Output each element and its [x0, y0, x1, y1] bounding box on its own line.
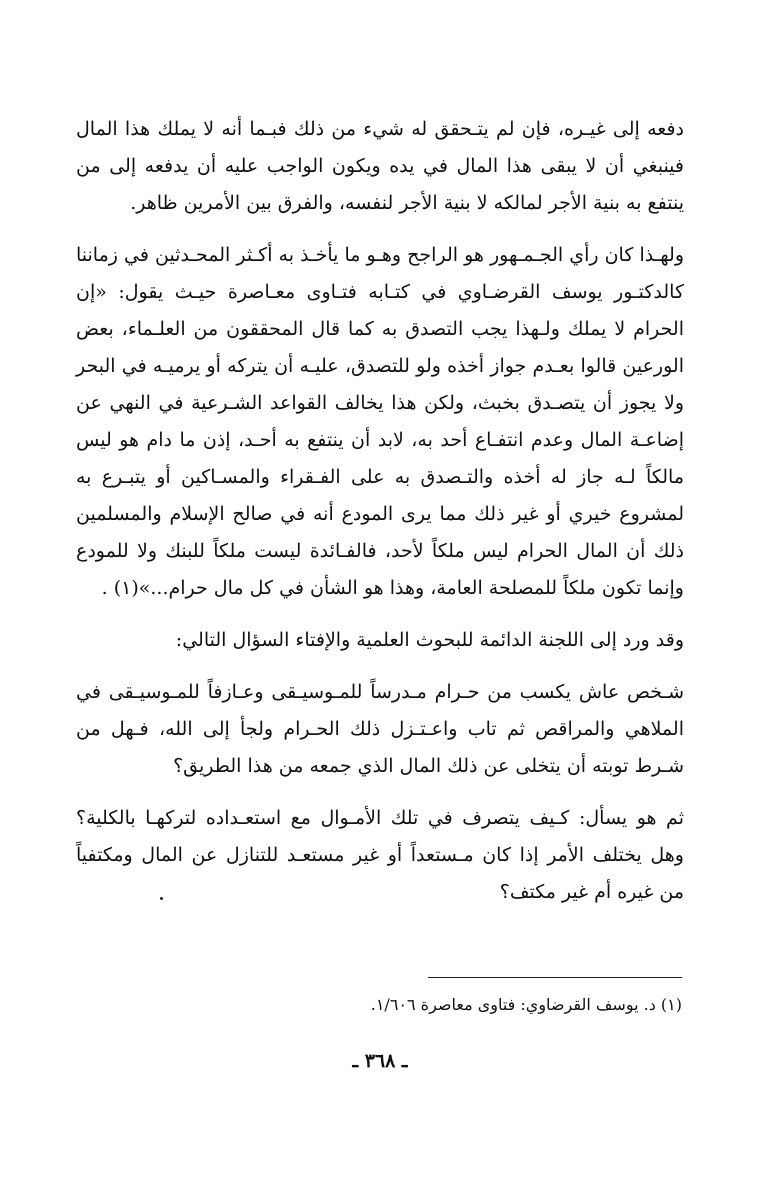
page-number: ـ ٣٦٨ ـ [352, 1050, 408, 1072]
paragraph-4: شـخص عاش يكسب من حـرام مـدرساً للمـوسيـقى وعـازفاً للمـوسيـقى في الملاهي والمراقص ثم تاب واعـتـزل ذلك الحـرام ولجأ إلى الله، فـهل من شـرط توبته أن يتخلى عن ذلك المال الذي جمعه من هذا الطريق؟ [76, 681, 684, 777]
speck-mark [160, 897, 163, 900]
paragraph-1: دفعه إلى غيـره، فإن لم يتـحقق له شيء من ذلك فبـما أنه لا يملك هذا المال فينبغي أن لا يبقى هذا المال في يده ويكون الواجب عليه أن يدفعه إلى من ينتفع به بنية الأجر لمالكه لا بنية الأجر لنفسه، والفرق بين الأمرين ظاهر. [76, 118, 684, 214]
paragraph-2: ولهـذا كان رأي الجـمـهور هو الراجح وهـو ما يأخـذ به أكـثر المحـدثين في زماننا كالدكتـور يوسف القرضـاوي في كتـابه فتـاوى معـاصرة حيـث يقول: «إن الحرام لا يملك ولـهذا يجب التصدق به كما قال المحققون من العلـماء، بعض الورعين قالوا بعـدم جواز أخذه ولو للتصدق، عليـه أن يتركه أو يرميـه في البحر ولا يجوز أن يتصـدق بخبث، ولكن هذا يخالف القواعد الشـرعية في النهي عن إضاعـة المال وعدم انتفـاع أحد به، لابد أن ينتفع به أحـد، إذن ما دام هو ليس مالكاً لـه جاز له أخذه والتـصدق به على الفـقراء والمسـاكين أو يتبـرع به لمشروع خيري أو غير ذلك مما يرى المودع أنه في صالح الإسلام والمسلمين ذلك أن المال الحرام ليس ملكاً لأحد، فالفـائدة ليست ملكاً للبنك ولا للمودع وإنما تكون ملكاً للمصلحة العامة، وهذا هو الشأن في كل مال حرام...»(١) . [76, 244, 684, 599]
footnote: (١) د. يوسف القرضاوي: فتاوى معاصرة ١/٦٠٦. [370, 995, 682, 1014]
body-text [76, 111, 684, 926]
footnote-separator [428, 977, 682, 978]
paragraph-3: وقد ورد إلى اللجنة الدائمة للبحوث العلمية والإفتاء السؤال التالي: [175, 629, 684, 651]
paragraph-5: ثم هو يسأل: كـيف يتصرف في تلك الأمـوال مع استعـداده لتركهـا بالكلية؟ وهل يختلف الأمر إذا كان مـستعداً أو غير مستعـد للتنازل عن المال ومكتفياً من غيره أم غير مكتف؟ [76, 807, 684, 903]
